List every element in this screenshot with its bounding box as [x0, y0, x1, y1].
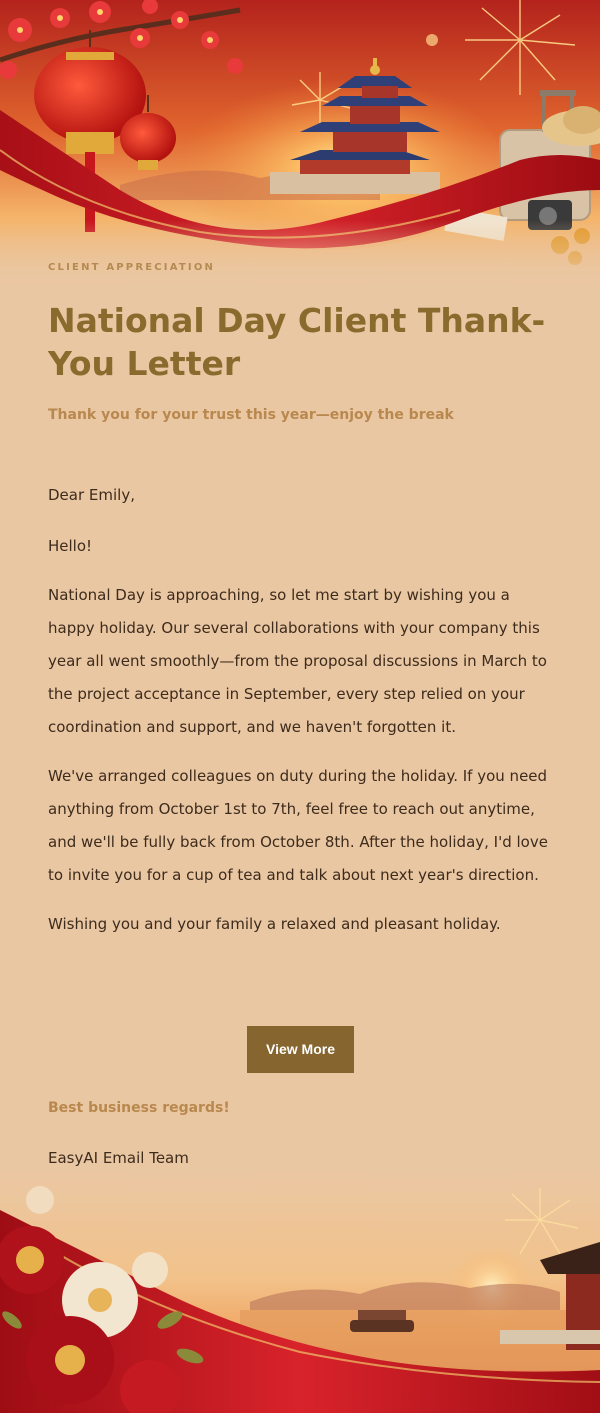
- paragraph-2: We've arranged colleagues on duty during the holiday. If you need anything from October 1st to 7th, feel free to reach out anytime, and we'll be fully back from October 8th. After the holiday, I'd love to invite you for a cup of tea and talk about next year's direction.: [48, 767, 548, 884]
- greeting: Dear Emily,: [48, 486, 135, 504]
- signoff: Best business regards!: [48, 1100, 230, 1116]
- team-signature: EasyAI Email Team: [48, 1149, 189, 1167]
- eyebrow-label: CLIENT APPRECIATION: [48, 262, 216, 273]
- page-title: National Day Client Thank-You Letter: [48, 301, 546, 383]
- paragraph-1: National Day is approaching, so let me start by wishing you a happy holiday. Our several collaborations with your company this year all went smoothly—from the proposal discussions in March to the project acceptance in September, every step relied on your coordination and support, and we haven't forgotten it.: [48, 586, 547, 736]
- letter-content: [48, 262, 558, 941]
- subtitle: Thank you for your trust this year—enjoy the break: [48, 407, 454, 423]
- footer-illustration-svg: [0, 1170, 600, 1413]
- hero-illustration: [0, 0, 600, 290]
- hero-illustration-svg: [0, 0, 600, 290]
- view-more-button[interactable]: View More: [247, 1026, 354, 1073]
- paragraph-3: Wishing you and your family a relaxed and pleasant holiday.: [48, 915, 501, 933]
- hello-line: Hello!: [48, 537, 93, 555]
- cta-wrapper: [247, 1026, 354, 1073]
- footer-illustration: [0, 1170, 600, 1413]
